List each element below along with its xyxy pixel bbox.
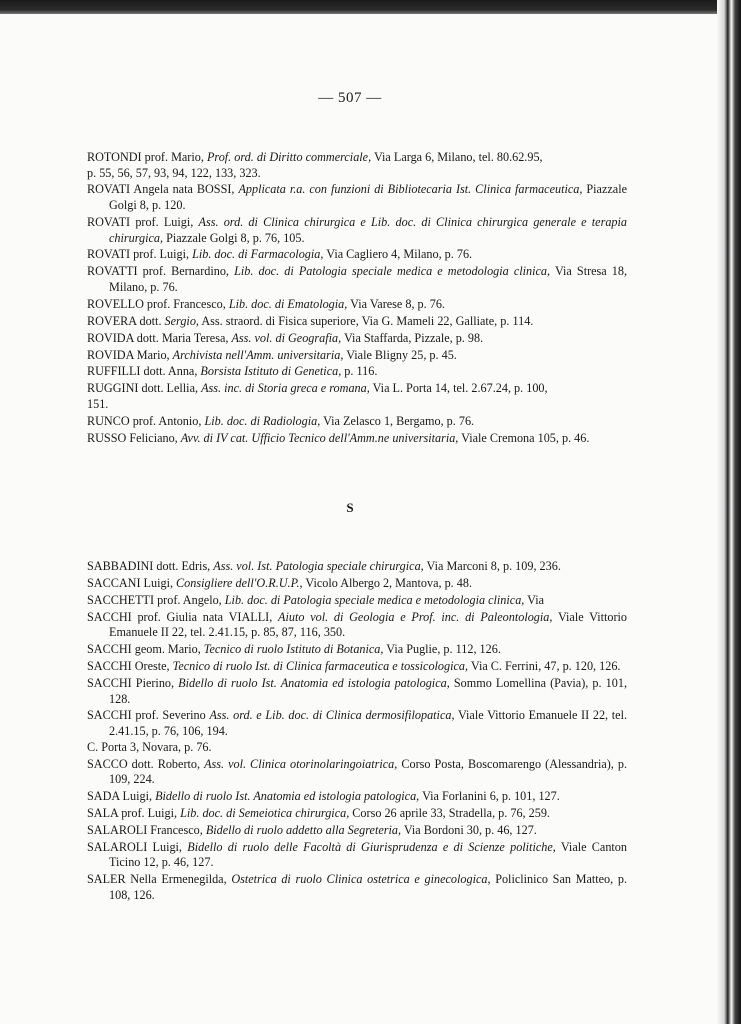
entry-continuation: p. 55, 56, 57, 93, 94, 122, 133, 323. (87, 165, 261, 180)
entry-address: Sommo Lomellina (Pavia), p. 101, 128. (109, 675, 628, 706)
directory-entry (87, 215, 627, 246)
entry-name: SACCHI Pierino, (87, 675, 175, 690)
entry-role: Ass. vol. Clinica otorinolaringoiatrica, (204, 756, 398, 771)
entry-address: Piazzale Golgi 8, p. 120. (109, 182, 627, 213)
directory-entry (87, 593, 627, 609)
entry-role: Lib. doc. di Patologia speciale medica e metodologia clinica, (224, 592, 525, 607)
entry-name: SACCO dott. Roberto, (87, 756, 201, 771)
entry-address: Via Zelasco 1, Bergamo, p. 76. (323, 413, 475, 428)
entry-role: Archivista nell'Amm. universitaria, (172, 347, 344, 362)
entry-name: RUNCO prof. Antonio, (87, 413, 202, 428)
entry-name: SACCHI prof. Severino (87, 708, 206, 723)
entry-name: ROVIDA dott. Maria Teresa, (87, 330, 229, 345)
directory-entry (87, 150, 627, 181)
entry-address: Via Stresa 18, Milano, p. 76. (109, 264, 628, 294)
entry-role: Lib. doc. di Farmacologia, (192, 247, 324, 262)
entry-name: SALA prof. Luigi, (87, 805, 178, 820)
entry-name: ROVATI prof. Luigi, (87, 247, 190, 262)
entry-address: Viale Cremona 105, p. 46. (461, 430, 590, 445)
entry-address: Corso 26 aprile 33, Stradella, p. 76, 259. (352, 805, 550, 820)
entry-role: Ostetrica di ruolo Clinica ostetrica e ginecologica, (231, 872, 491, 887)
entry-name: SALAROLI Luigi, (87, 839, 182, 854)
entry-address: Ass. straord. di Fisica superiore, Via G. Mameli 22, Galliate, p. 114. (201, 313, 534, 328)
entry-name: ROVIDA Mario, (87, 347, 170, 362)
directory-entries-s (87, 559, 627, 905)
entry-name: SALER Nella Ermenegilda, (87, 872, 227, 887)
entry-name: ROVELLO prof. Francesco, (87, 296, 226, 311)
entry-name: RUGGINI dott. Lellia, (87, 381, 199, 396)
entry-name: SACCHI prof. Giulia nata VIALLI, (87, 609, 273, 624)
directory-entry (87, 610, 627, 641)
directory-entry (87, 264, 627, 295)
entry-role: Ass. vol. Ist. Patologia speciale chirurgica, (213, 559, 424, 573)
entry-role: Bidello di ruolo delle Facoltà di Giurisprudenza e di Scienze politiche, (187, 839, 556, 854)
page-number: — 507 — (318, 90, 382, 106)
scan-top-edge (0, 0, 741, 14)
entry-address: Viale Vittorio Emanuele II 22, tel. 2.41.15, p. 76, 106, 194. (109, 708, 628, 739)
entry-role: Bidello di ruolo addetto alla Segreteria, (205, 822, 402, 837)
entry-name: SADA Luigi, (87, 788, 153, 803)
entry-address: Via (527, 592, 545, 607)
entry-role: Ass. ord. e Lib. doc. di Clinica dermosifilopatica, (209, 708, 455, 723)
directory-entry (87, 708, 627, 755)
entry-address: Via Puglie, p. 112, 126. (386, 642, 501, 657)
directory-entry (87, 247, 627, 263)
directory-entry (87, 789, 627, 805)
entry-role: Borsista Istituto di Genetica, (200, 364, 342, 379)
scan-binding-edge (717, 0, 741, 1024)
directory-entry (87, 872, 627, 903)
directory-entry (87, 314, 627, 330)
entry-address: Via Bordoni 30, p. 46, 127. (403, 822, 537, 837)
directory-entry (87, 348, 627, 364)
entry-name: SACCANI Luigi, (87, 575, 173, 590)
entry-role: Bidello di ruolo Ist. Anatomia ed istologia patologica, (155, 788, 420, 803)
directory-entries-r (87, 150, 627, 448)
directory-entry (87, 297, 627, 313)
entry-address: Via Cagliero 4, Milano, p. 76. (326, 247, 473, 262)
entry-role: Applicata r.a. con funzioni di Bibliotecaria Ist. Clinica farmaceutica, (238, 182, 583, 197)
directory-entry (87, 364, 627, 380)
entry-role: Lib. doc. di Semeiotica chirurgica, (180, 805, 350, 820)
entry-name: RUSSO Feliciano, (87, 430, 178, 445)
entry-continuation: 151. (87, 396, 109, 411)
entry-name: SALAROLI Francesco, (87, 822, 203, 837)
directory-entry (87, 757, 627, 788)
entry-address: Via L. Porta 14, tel. 2.67.24, p. 100, (372, 381, 548, 396)
directory-entry (87, 642, 627, 658)
entry-address: Piazzale Golgi 8, p. 76, 105. (166, 230, 305, 245)
entry-continuation: C. Porta 3, Novara, p. 76. (87, 739, 212, 754)
entry-role: Ass. ord. di Clinica chirurgica e Lib. doc. di Clinica chirurgica generale e terapia chirurgica, (109, 214, 627, 245)
entry-address: p. 116. (344, 364, 378, 379)
directory-entry (87, 676, 627, 707)
entry-address: Via Varese 8, p. 76. (350, 296, 445, 311)
directory-entry (87, 840, 627, 871)
entry-role: Ass. inc. di Storia greca e romana, (201, 381, 370, 396)
entry-name: ROVATI prof. Luigi, (87, 214, 194, 229)
entry-name: ROTONDI prof. Mario, (87, 150, 204, 164)
directory-entry (87, 182, 627, 213)
directory-entry (87, 659, 627, 675)
entry-address: Vicolo Albergo 2, Mantova, p. 48. (305, 575, 472, 590)
directory-entry (87, 576, 627, 592)
entry-role: Lib. doc. di Patologia speciale medica e metodologia clinica, (234, 264, 551, 279)
entry-address: Corso Posta, Boscomarengo (Alessandria), p. 109, 224. (109, 756, 628, 787)
entry-role: Ass. vol. di Geografia, (231, 330, 342, 345)
directory-entry (87, 381, 627, 412)
entry-name: SACCHI geom. Mario, (87, 642, 201, 657)
section-letter: S (346, 500, 354, 515)
directory-entry (87, 823, 627, 839)
entry-role: Avv. di IV cat. Ufficio Tecnico dell'Amm.ne universitaria, (180, 430, 459, 445)
entry-address: Viale Vittorio Emanuele II 22, tel. 2.41.15, p. 85, 87, 116, 350. (109, 609, 628, 640)
directory-entry (87, 806, 627, 822)
entry-name: RUFFILLI dott. Anna, (87, 364, 198, 379)
entry-address: Via Larga 6, Milano, tel. 80.62.95, (373, 150, 543, 164)
entry-role: Lib. doc. di Radiologia, (204, 413, 321, 428)
entry-role: Prof. ord. di Diritto commerciale, (206, 150, 372, 164)
entry-address: Viale Canton Ticino 12, p. 46, 127. (109, 839, 627, 870)
entry-role: Bidello di ruolo Ist. Anatomia ed istologia patologica, (178, 675, 450, 690)
entry-address: Via Forlanini 6, p. 101, 127. (422, 788, 560, 803)
entry-name: SACCHETTI prof. Angelo, (87, 592, 222, 607)
directory-entry (87, 414, 627, 430)
entry-role: Aiuto vol. di Geologia e Prof. inc. di Paleontologia, (278, 609, 553, 624)
directory-entry (87, 431, 627, 447)
entry-name: SACCHI Oreste, (87, 659, 170, 674)
entry-name: ROVATI Angela nata BOSSI, (87, 182, 235, 197)
directory-entry (87, 559, 627, 575)
entry-address: Via Staffarda, Pizzale, p. 98. (343, 330, 484, 345)
entry-role: Sergio, (164, 313, 199, 328)
entry-role: Tecnico di ruolo Ist. di Clinica farmaceutica e tossicologica, (172, 659, 469, 674)
entry-address: Viale Bligny 25, p. 45. (346, 347, 457, 362)
entry-name: SABBADINI dott. Edris, (87, 559, 211, 573)
entry-name: ROVERA dott. (87, 313, 162, 328)
entry-role: Consigliere dell'O.R.U.P., (176, 575, 303, 590)
entry-role: Lib. doc. di Ematologia, (228, 296, 348, 311)
entry-name: ROVATTI prof. Bernardino, (87, 264, 229, 279)
entry-role: Tecnico di ruolo Istituto di Botanica, (203, 642, 384, 657)
entry-address: Via Marconi 8, p. 109, 236. (426, 559, 561, 573)
entry-address: Via C. Ferrini, 47, p. 120, 126. (470, 659, 621, 674)
directory-entry (87, 331, 627, 347)
entry-address: Policlinico San Matteo, p. 108, 126. (109, 872, 627, 902)
